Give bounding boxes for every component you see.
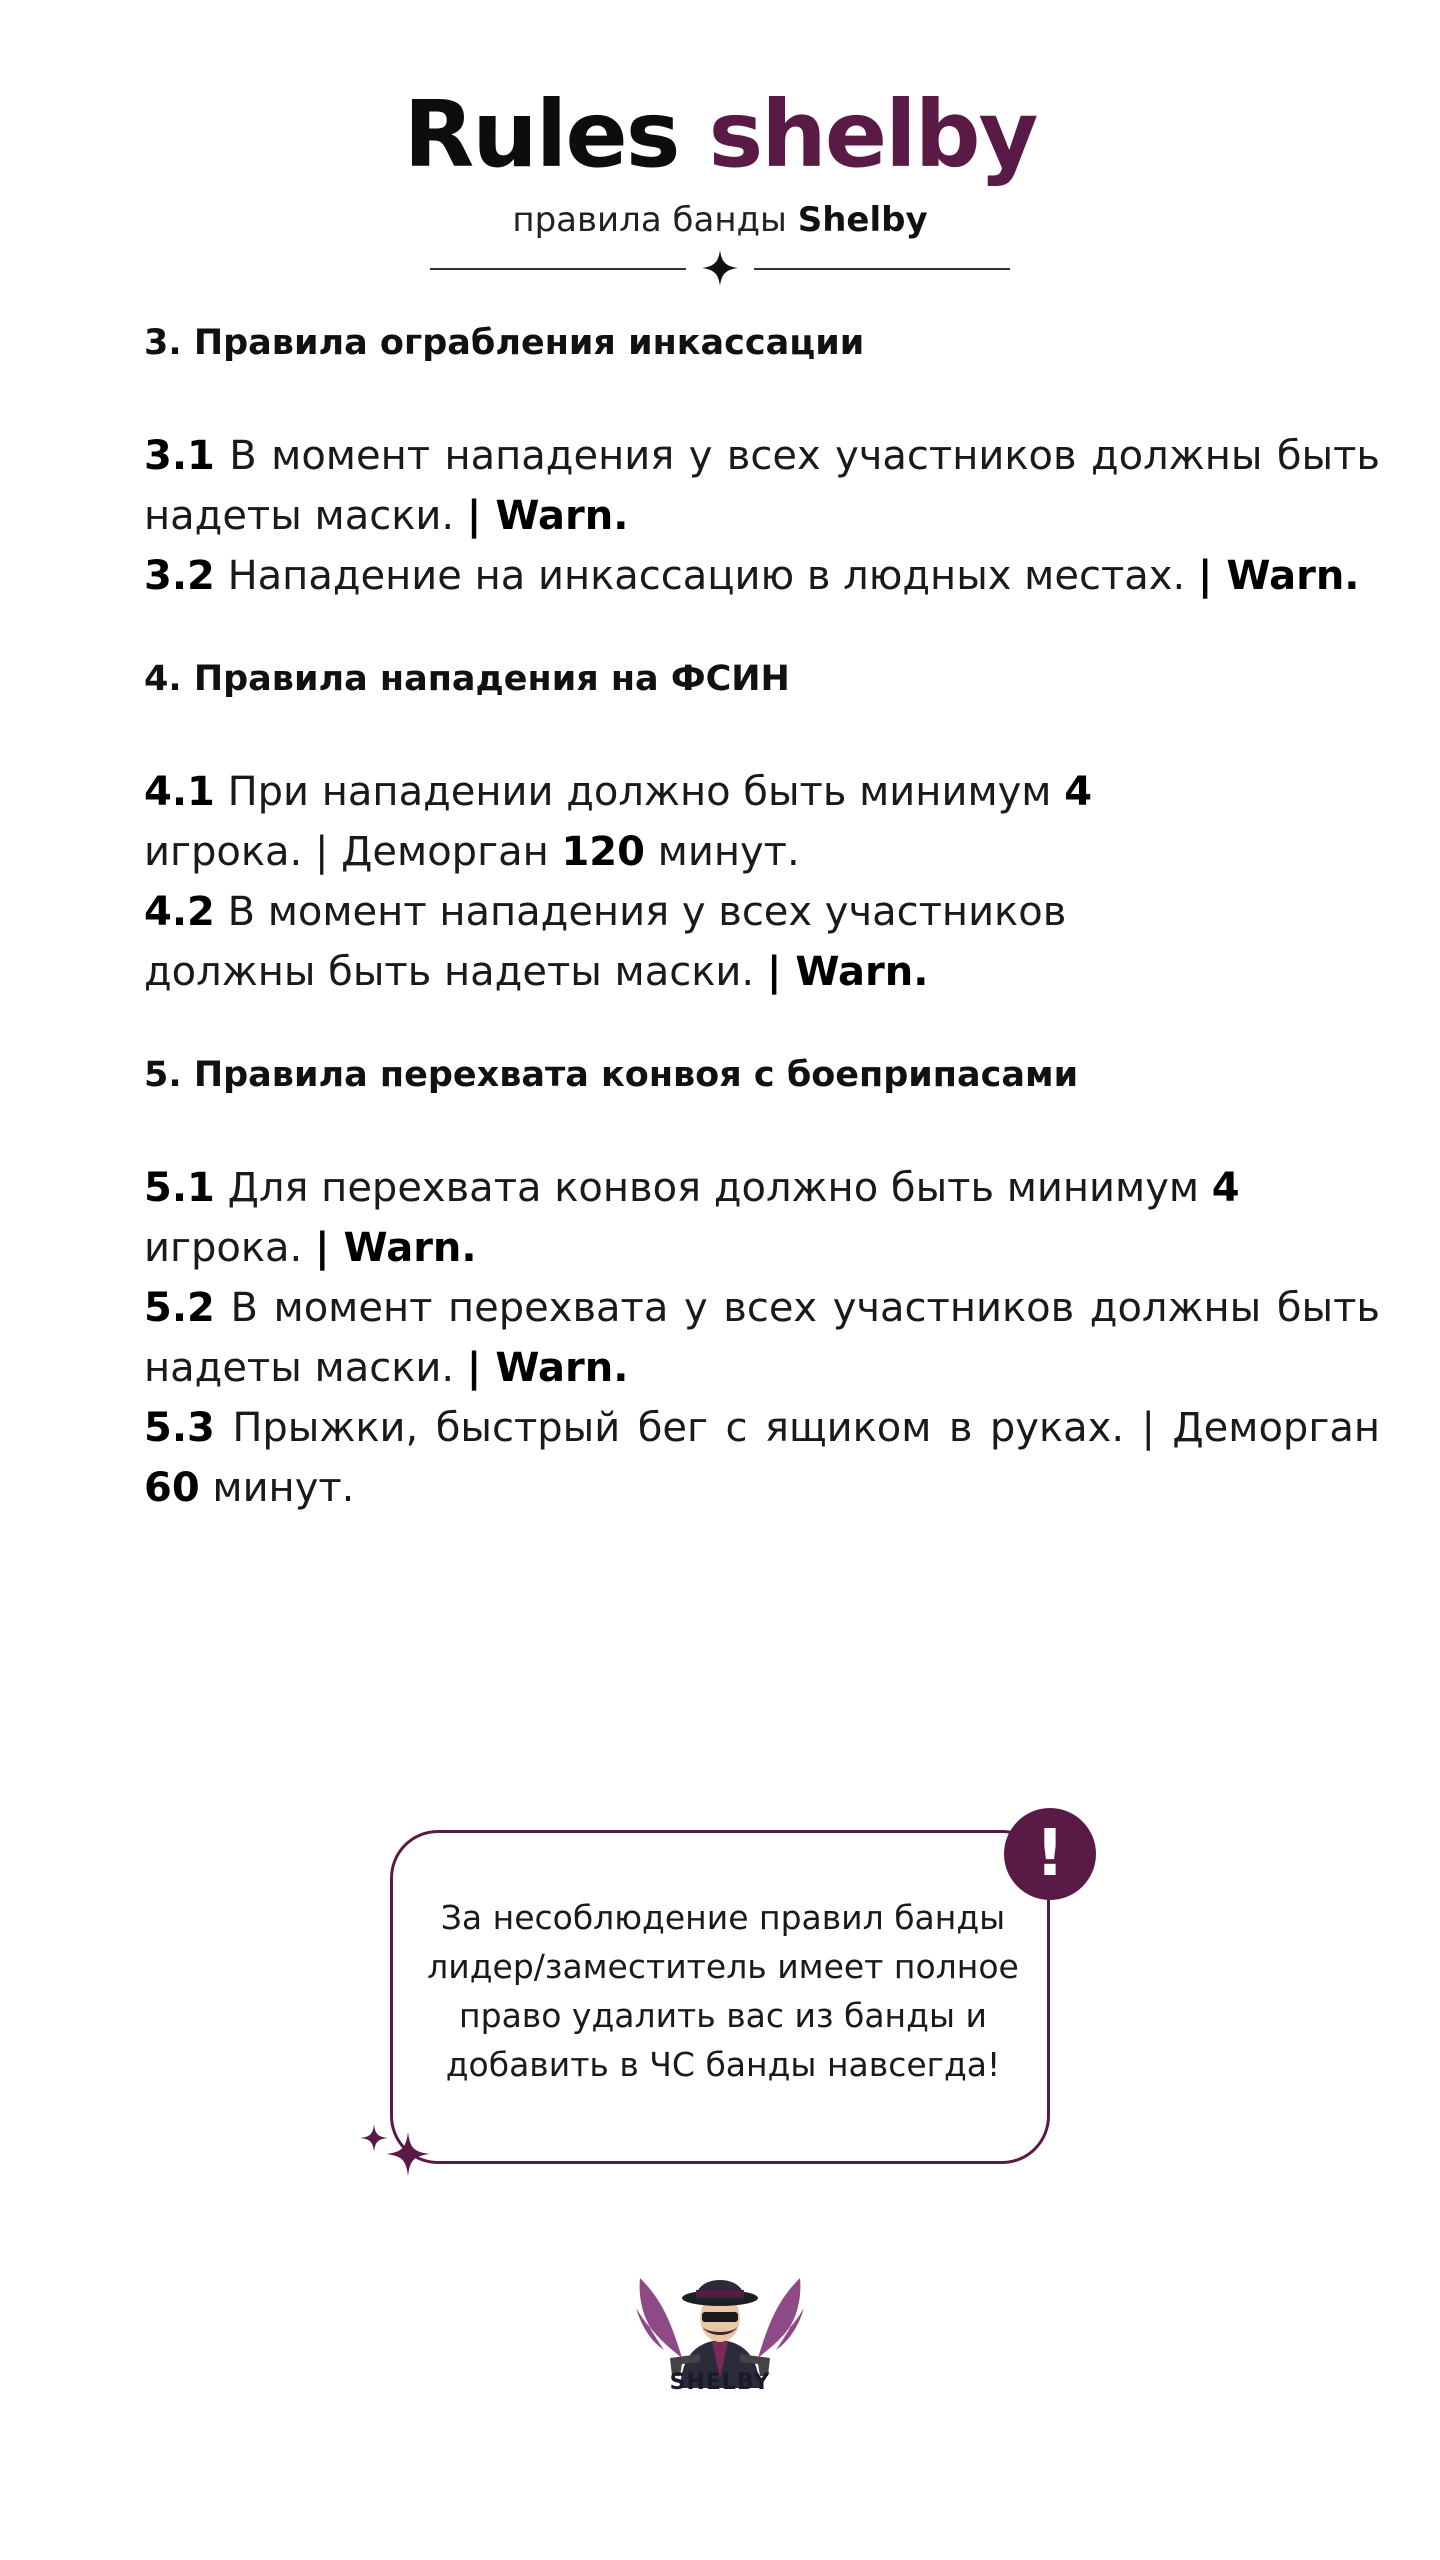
rule-text: В момент нападения у всех участников должны быть надеты маски. — [144, 433, 1380, 539]
rule-item — [144, 882, 1104, 1002]
penalty-label: | Warn. — [314, 1225, 477, 1271]
rule-text: Нападение на инкассацию в людных местах. — [214, 553, 1198, 599]
penalty-label: | Warn. — [466, 493, 629, 539]
rule-item — [144, 1398, 1380, 1518]
rule-number: 4.2 — [144, 889, 215, 935]
rule-number: 5.3 — [144, 1405, 215, 1451]
rule-text: В момент нападения у всех участников должны быть надеты маски. — [144, 889, 1067, 995]
page-subtitle — [0, 198, 1440, 242]
section-title: 5. Правила перехвата конвоя с боеприпасами — [144, 1055, 1079, 1095]
logo-label: SHELBY — [669, 2370, 771, 2395]
sparkle-icon — [700, 248, 740, 288]
rule-item — [144, 1158, 1254, 1278]
rule-item — [144, 426, 1380, 546]
subtitle-prefix: правила банды — [512, 200, 798, 240]
rule-bold-value: 120 — [561, 829, 645, 875]
rule-penalty — [315, 1225, 477, 1271]
rule-penalty — [467, 493, 629, 539]
rules-content — [144, 318, 1380, 1518]
rule-text: игрока. — [144, 1225, 315, 1271]
rule-item — [144, 762, 1134, 882]
rule-text: Прыжки, быстрый бег с ящиком в руках. | Деморган — [214, 1405, 1380, 1451]
header-divider — [430, 248, 1010, 288]
rule-text: игрока. | Деморган — [144, 829, 562, 875]
rule-number: 3.2 — [144, 553, 215, 599]
rule-penalty — [767, 949, 929, 995]
rule-number: 5.2 — [144, 1285, 215, 1331]
rule-number: 5.1 — [144, 1165, 215, 1211]
rule-text: Для перехвата конвоя должно быть минимум — [214, 1165, 1212, 1211]
rule-text: В момент перехвата у всех участников должны быть надеты маски. — [144, 1285, 1380, 1391]
rule-number: 4.1 — [144, 769, 215, 815]
rule-text: минут. — [199, 1465, 355, 1511]
divider-line-right — [754, 268, 1010, 270]
section-title: 4. Правила нападения на ФСИН — [144, 659, 790, 699]
rule-penalty — [1198, 553, 1360, 599]
penalty-label: | Warn. — [1197, 553, 1360, 599]
alert-icon: ! — [1004, 1808, 1096, 1900]
rule-bold-value: 4 — [1064, 769, 1093, 815]
rule-item — [144, 1278, 1380, 1398]
page-title — [0, 80, 1440, 190]
rule-number: 3.1 — [144, 433, 215, 479]
page-header — [0, 80, 1440, 288]
notice-box — [390, 1830, 1050, 2164]
subtitle-gang-name: Shelby — [797, 200, 928, 240]
rule-text: минут. — [644, 829, 800, 875]
penalty-label: | Warn. — [466, 1345, 629, 1391]
notice-text: За несоблюдение правил банды лидер/заместитель имеет полное право удалить вас из банды и добавить в ЧС банды навсегда! — [427, 1898, 1019, 2084]
title-word-shelby: shelby — [708, 81, 1037, 188]
rule-text: При нападении должно быть минимум — [214, 769, 1065, 815]
rule-bold-value: 4 — [1211, 1165, 1240, 1211]
rule-item — [144, 546, 1380, 606]
rule-penalty — [467, 1345, 629, 1391]
rule-bold-value: 60 — [144, 1465, 200, 1511]
divider-line-left — [430, 268, 686, 270]
section-title: 3. Правила ограбления инкассации — [144, 323, 865, 363]
penalty-label: | Warn. — [766, 949, 929, 995]
title-word-rules: Rules — [403, 81, 679, 188]
sparkles-icon — [356, 2112, 446, 2182]
